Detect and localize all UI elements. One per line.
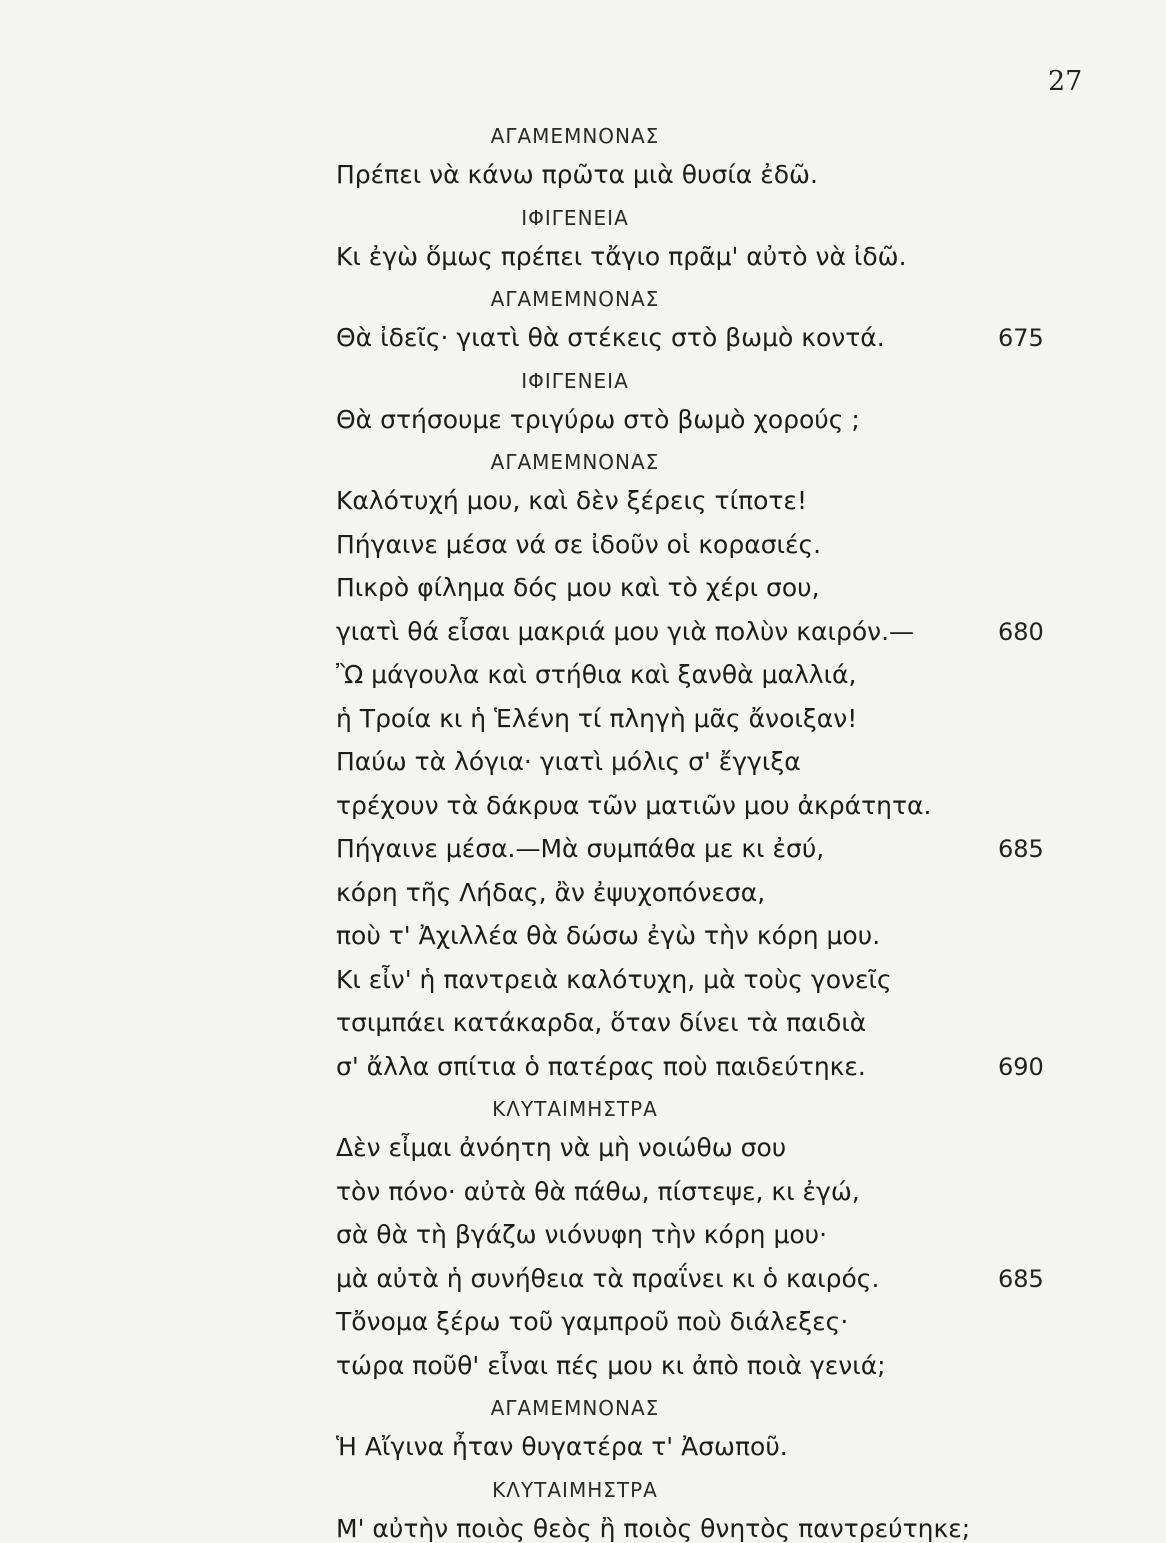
verse-line: Τὄνομα ξέρω τοῦ γαμπροῦ ποὺ διάλεξες· bbox=[336, 1307, 849, 1336]
verse-line: Κι εἶν' ἡ παντρειὰ καλότυχη, μὰ τοὺς γονεῖς bbox=[336, 964, 892, 994]
verse-line: Ἡ Αἴγινα ἦταν θυγατέρα τ' Ἀσωποῦ. bbox=[336, 1432, 788, 1461]
verse-line: Θὰ στήσουμε τριγύρω στὸ βωμὸ χορούς ; bbox=[336, 404, 860, 434]
speaker-name: ΑΓΑΜΕΜΝΟΝΑΣ bbox=[490, 124, 660, 148]
line-number: 690 bbox=[998, 1052, 1044, 1081]
verse-line: τὸν πόνο· αὐτὰ θὰ πάθω, πίστεψε, κι ἐγώ, bbox=[336, 1176, 860, 1206]
verse-line: τσιμπάει κατάκαρδα, ὅταν δίνει τὰ παιδιὰ bbox=[336, 1008, 867, 1037]
speaker-name: ΚΛΥΤΑΙΜΗΣΤΡΑ bbox=[492, 1097, 658, 1121]
verse-line: Δὲν εἶμαι ἀνόητη νὰ μὴ νοιώθω σου bbox=[336, 1133, 787, 1162]
line-number: 675 bbox=[998, 324, 1044, 352]
verse-line: Πικρὸ φίλημα δός μου καὶ τὸ χέρι σου, bbox=[336, 573, 820, 602]
verse-line: Πρέπει νὰ κάνω πρῶτα μιὰ θυσία ἐδῶ. bbox=[336, 160, 818, 189]
verse-line: τώρα ποῦθ' εἶναι πές μου κι ἀπὸ ποιὰ γενιά; bbox=[336, 1350, 886, 1380]
verse-line: Θὰ ἰδεῖς· γιατὶ θὰ στέκεις στὸ βωμὸ κοντά. bbox=[336, 323, 885, 352]
speaker-name: ΙΦΙΓΕΝΕΙΑ bbox=[521, 368, 629, 393]
verse-line: σὰ θὰ τὴ βγάζω νιόνυφη τὴν κόρη μου· bbox=[336, 1220, 828, 1249]
verse-line: Μ' αὐτὴν ποιὸς θεὸς ἢ ποιὸς θνητὸς παντρεύτηκε; bbox=[336, 1513, 971, 1543]
verse-line: Παύω τὰ λόγια· γιατὶ μόλις σ' ἔγγιξα bbox=[336, 747, 801, 776]
speaker-name: ΑΓΑΜΕΜΝΟΝΑΣ bbox=[490, 287, 660, 311]
verse-line: κόρη τῆς Λήδας, ἂν ἐψυχοπόνεσα, bbox=[336, 877, 766, 907]
speaker-name: ΑΓΑΜΕΜΝΟΝΑΣ bbox=[490, 450, 660, 474]
line-number: 685 bbox=[998, 1264, 1044, 1293]
verse-line: Κι ἐγὼ ὅμως πρέπει τἄγιο πρᾶμ' αὐτὸ νὰ ἰδῶ. bbox=[336, 241, 907, 271]
verse-line: ποὺ τ' Ἀχιλλέα θὰ δώσω ἐγὼ τὴν κόρη μου. bbox=[336, 921, 881, 950]
verse-line: Πήγαινε μέσα.—Μὰ συμπάθα με κι ἐσύ, bbox=[336, 834, 825, 863]
verse-line: τρέχουν τὰ δάκρυα τῶν ματιῶν μου ἀκράτητα. bbox=[336, 790, 932, 820]
verse-line: Καλότυχή μου, καὶ δὲν ξέρεις τίποτε! bbox=[336, 486, 807, 515]
verse-line: σ' ἄλλα σπίτια ὁ πατέρας ποὺ παιδεύτηκε. bbox=[336, 1051, 866, 1081]
speaker-name: ΙΦΙΓΕΝΕΙΑ bbox=[521, 205, 629, 230]
speaker-name: ΚΛΥΤΑΙΜΗΣΤΡΑ bbox=[492, 1477, 658, 1502]
line-number: 680 bbox=[998, 617, 1044, 646]
page-number: 27 bbox=[1048, 66, 1083, 97]
verse-line: γιατὶ θά εἶσαι μακριά μου γιὰ πολὺν καιρόν.— bbox=[336, 616, 915, 646]
verse-line: Ὢ μάγουλα καὶ στήθια καὶ ξανθὰ μαλλιά, bbox=[336, 660, 857, 689]
line-number: 685 bbox=[998, 835, 1044, 863]
verse-line: Πήγαινε μέσα νά σε ἰδοῦν οἱ κορασιές. bbox=[336, 529, 822, 559]
verse-line: ἡ Τροία κι ἡ Ἑλένη τί πληγὴ μᾶς ἄνοιξαν! bbox=[336, 703, 858, 733]
verse-line: μὰ αὐτὰ ἡ συνήθεια τὰ πραΐνει κι ὁ καιρός. bbox=[336, 1263, 880, 1293]
speaker-name: ΑΓΑΜΕΜΝΟΝΑΣ bbox=[490, 1396, 660, 1420]
